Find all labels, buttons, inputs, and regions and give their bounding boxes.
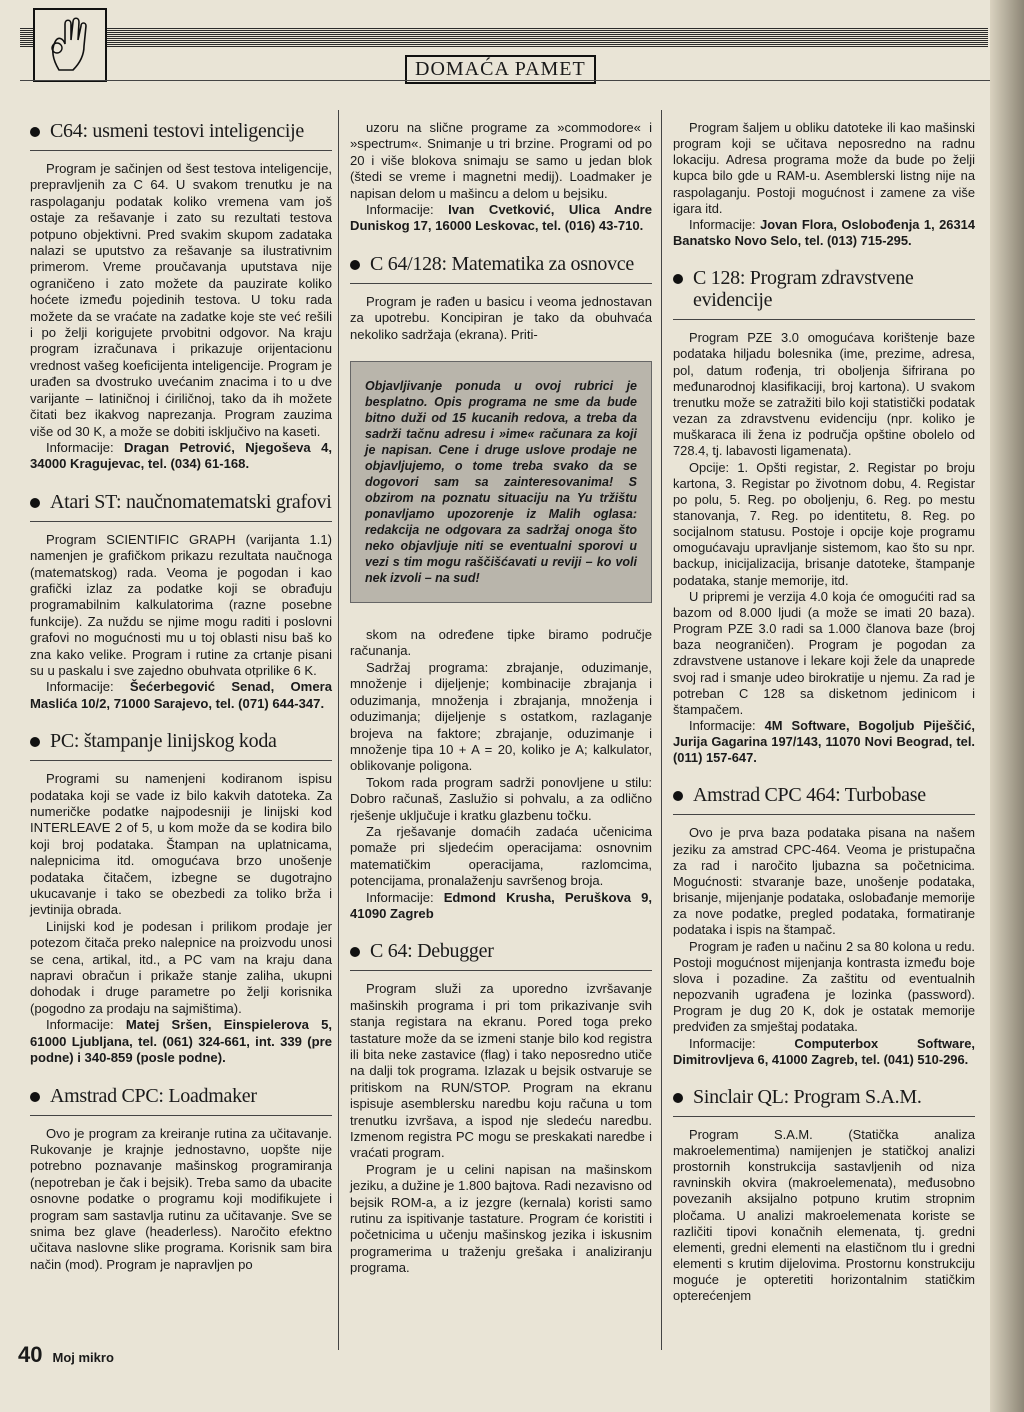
article-title: C 64/128: Matematika za osnovce xyxy=(350,253,652,284)
bullet-icon xyxy=(30,127,40,137)
article-paragraph: Tokom rada program sadrži ponovljene u stilu: Dobro računaš, Zaslužio si pohvalu, a za odlično rješenje uključuje i kratku glazbenu točku. xyxy=(350,774,652,823)
bullet-icon xyxy=(673,791,683,801)
article-paragraph: Program služi za uporedno izvršavanje mašinskih programa i pri tom prikazivanje svih stanja registara na ekranu. Pored toga preko tastature može da se izmeni stanje bilo kod registra ili bita neke zastavice (flag) i tako neposredno utiče na dalji tok programa. Izlazak u bejsik ostvaruje se pritiskom na RUN/STOP. Program na ekranu ispisuje asemblersku naredbu koju računa u tom trenutku izvršava, a ispod nje sledeću naredbu. Izmenom registra PC mogu se preskakati naredbe i vraćati program. xyxy=(350,981,652,1161)
section-label: DOMAĆA PAMET xyxy=(405,55,596,84)
article-paragraph: U pripremi je verzija 4.0 koja će omogućiti rad sa bazom od 8.000 ljudi (a može se imati 20 baza). Program PZE 3.0 radi sa 1.000 članova baze (broj baza neograničen). Program je pogodan za zdravstvene ustanove i lekare koji žele da unaprede svoj rad i smanje udeo birokratije u njemu. Za rad je potreban C 128 sa disketnom jedinicom i štampačem. xyxy=(673,588,975,717)
article-title: Atari ST: naučnomatematski grafovi xyxy=(30,491,332,522)
article-paragraph: Program šaljem u obliku datoteke ili kao mašinski program koji se učitava neposredno na radnu lokaciju. Adresa programa može da bude po želji kupca bilo gde u RAM-u. Asemblerski listng nije na raspolaganju. Postoji mogućnost i zamene za više igara itd. xyxy=(673,120,975,216)
article-paragraph: Program PZE 3.0 omogućava korištenje baze podataka hiljadu bolesnika (ime, prezime, adresa, pol, datum rođenja, tri oboljenja šifrirana po međunarodnoj klasifikaciji, broj kartona). U svakom trenutku može se zatražiti bilo koji statistički podatak vezan za zdravstvenu evidenciju (npr. koliko je muškaraca ili žena iz područja opštine obolelo od 728.4, tj. labavosti ligamenata). xyxy=(673,330,975,459)
article-title: Amstrad CPC: Loadmaker xyxy=(30,1085,332,1116)
column-1 xyxy=(30,120,332,1291)
editorial-notice: Objavljivanje ponuda u ovoj rubrici je besplatno. Opis programa ne sme da bude bitno duži od 15 kucanih redova, a treba da sadrži tačnu adresu i »ime« računara za koji je napisan. Cene i druge uslove prodaje ne objavljujemo, o tome treba svako da se dogovori sam sa zainteresovanima! S obzirom na poznatu situaciju na Yu tržištu ponavljamo upozorenje iz Malih oglasa: redakcija ne odgovara za sadržaj onoga što neko objavljuje niti se eventualni sporovi u vezi s tim mogu raščišćavati u reviji – ko voli nek izvoli – na sud! xyxy=(350,361,652,603)
bullet-icon xyxy=(30,498,40,508)
bullet-icon xyxy=(30,1092,40,1102)
article xyxy=(350,120,652,235)
article xyxy=(673,784,975,1067)
column-divider xyxy=(338,110,339,1350)
bullet-icon xyxy=(350,947,360,957)
article-paragraph: Ovo je prva baza podataka pisana na našem jezіku za amstrad CPC-464. Veoma je pristupačna za rad i naročito ljubazna sa početnicima. Mogućnosti: stvaranje baze, unošenje podataka, brisanje, mijenjanje podataka, oslobađanje memorije za nove podatke, pregled podataka, formatiranje podataka i ispis na štampač. xyxy=(673,825,975,938)
article-paragraph: Programi su namenjeni kodiranom ispisu podataka koji se vade iz bilo kakvih datoteka. Za numeričke podatke najpodesniji je linijski kod INTERLEAVE 2 of 5, u kom može da se kodira bilo koji broj podataka. Štampan na uplatnicama, nalepnicima itd. omogućava brzo unošenje podataka čitačem, izbegne se dugotrajno ukucavanje i tako se obezbedi za toliko brža i jevtinija obrada. xyxy=(30,771,332,918)
article-paragraph: skom na određene tipke biramo područje računanja. xyxy=(350,627,652,659)
article-paragraph: Program je rađen u načinu 2 sa 80 kolona u redu. Postoji mogućnost mijenjanja kontrasta između boje slova i pozadine. Za zaštitu od eventualnih nepozvanih ugrađena je lozinka (password). Program je dug 20 K, dok je ostatak memorije predviđen za smještaj podataka. xyxy=(673,938,975,1035)
article-paragraph: Program S.A.M. (Statička analiza makroelementima) namijenjen je statičkoj analizi prostornih konstrukcija sastavljenih od niza ravninskih okvira (makroelemenata), međusobno povezanih aksijalno potpuno krutim stropnim pločama. U analizi makroelemenata koriste se različiti tipovi konačnih elemenata, tj. gredni elementi, gredni elementi na elastičnom tlu i gredni elementi s krutim dijelovima. Prostornu konstrukciju moguće je opteretiti horizontalnim statičkim opterećenjem xyxy=(673,1126,975,1304)
bullet-icon xyxy=(673,1093,683,1103)
article-paragraph: Linijski kod je podesan i prilikom prodaje jer potezom čitača preko nalepnice na proizvodu unosi se cena, artikal, itd., a PC vam na kraju dana napravi obračun i prikaže stanje zaliha, ukupni dohodak i druge parametre po želji korisnika (pogodno za prodaju na sajmištima). xyxy=(30,918,332,1016)
column-divider xyxy=(661,110,662,1350)
article-title: C64: usmeni testovi inteligencije xyxy=(30,120,332,151)
article xyxy=(673,120,975,249)
article-paragraph: Program je rađen u basicu i veoma jednostavan za upotrebu. Koncipiran je tako da obuhvaća nekoliko sadržaja (ekrana). Priti- xyxy=(350,293,652,342)
article-title: C 64: Debugger xyxy=(350,940,652,971)
article xyxy=(30,120,332,473)
article-title: PC: štampanje linijskog koda xyxy=(30,730,332,761)
article-contact: Informacije: Šećerbegović Senad, Omera Maslića 10/2, 71000 Sarajevo, tel. (071) 644-347. xyxy=(30,679,332,711)
article-paragraph: uzoru na slične programe za »commodore« i »spectrum«. Snimanje u tri brzine. Programi od po 20 i više blokova snimaju se samo u jedan blok (štedi se vreme i magnetni medij). Loadmaker je napisan delom u mašincu a delom u bejsiku. xyxy=(350,120,652,201)
article xyxy=(350,627,652,922)
article-contact: Informacije: Edmond Krusha, Peruškova 9, 41090 Zagreb xyxy=(350,889,652,921)
column-3 xyxy=(673,120,975,1323)
article-contact: Informacije: Ivan Cvetković, Ulica Andre Duniskog 17, 16000 Leskovac, tel. (016) 43-710. xyxy=(350,202,652,234)
article xyxy=(673,1086,975,1305)
article xyxy=(30,730,332,1066)
article-contact: Informacije: Jovan Flora, Oslobođenja 1, 26314 Banatsko Novo Selo, tel. (013) 715-295. xyxy=(673,216,975,249)
article-contact: Informacije: 4M Software, Bogoljub Piješčić, Jurija Gagarina 197/143, 11070 Novi Beograd, tel. (011) 157-647. xyxy=(673,718,975,766)
article-paragraph: Za rješavanje domaćih zadaća učenicima pomaže pri sljedećim operacijama: osnovnim matematičkim operacijama, razlomcima, potencijama, pronalaženju savršenog broja. xyxy=(350,823,652,889)
article-paragraph: Sadržaj programa: zbrajanje, oduzimanje, množenje i dijeljenje; kombinacije zbrajanja i oduzimanja, množenja i zbrajanja, množenja i oduzimanja; dijeljenje s ostatkom, razlaganje brojeva na faktore; zbrajanje, oduzimanje i množenje tipa 10 + A = 20, koliko je A; kalkulator, oblikovanje poligona. xyxy=(350,659,652,774)
article-title: Sinclair QL: Program S.A.M. xyxy=(673,1086,975,1117)
article-contact: Informacije: Dragan Petrović, Njegoševa 4, 34000 Kragujevac, tel. (034) 61-168. xyxy=(30,439,332,472)
magazine-name: Moj mikro xyxy=(52,1350,114,1365)
article-title: C 128: Program zdravstvene evidencije xyxy=(673,267,975,320)
article-paragraph: Program je sačinjen od šest testova inteligencije, prepravljenih za C 64. U svakom trenutku je na raspolaganju podatak koliko vremena vam još ostaje za rešavanje i zato su rezultati testova potpuno objektivni. Pred svakim skupom zadataka nalazi se uputstvo za rešavanje sa ilustrativnim primerom. Vreme proučavanja uputstava nije ograničeno i zato možete da pauzirate koliko hoćete između pojedinih testova. U toku rada možete da se vraćate na zadatke koje ste već rešili i po želji korigujete prvobitni odgovor. Na kraju program izračunava i prikazuje orijentacionu vrednost vašeg koeficijenta inteligencije. Program je urađen sa dvostruko uvećanim znacima i to u dve varijante – latiničnoj i ćiriličnoj, tako da ih možete čitati bez ikakvog naprezanja. Program zauzima više od 30 K, a može se dobiti isključivo na kaseti. xyxy=(30,161,332,439)
article xyxy=(350,253,652,343)
article-paragraph: Ovo je program za kreiranje rutina za učitavanje. Rukovanje je krajnje jednostavno, uopšte nije potrebno poznavanje mašinskog programiranja (nepotreban je čak i bejsik). Treba samo da ubacite osnovne podatke o programu koji modifikujete i program sam sastavlja rutinu za učitavanje. Sve se snima bez glave (headerless). Naročito efektno učitava naslovne slike programa. Korisnik sam bira način (mod). Program je napravljen po xyxy=(30,1125,332,1272)
article xyxy=(30,491,332,712)
hand-logo-icon xyxy=(33,8,107,82)
article-title: Amstrad CPC 464: Turbobase xyxy=(673,784,975,815)
article-contact: Informacije: Computerbox Software, Dimitrovljeva 6, 41000 Zagreb, tel. (041) 510-296. xyxy=(673,1035,975,1067)
bullet-icon xyxy=(350,260,360,270)
bullet-icon xyxy=(30,737,40,747)
page-edge-shadow xyxy=(990,0,1024,1412)
article-paragraph: Program je u celini napisan na mašinskom jeziku, a dužine je 1.800 bajtova. Radi nezavisno od bejsik ROM-a, a iz jezgre (kernala) koristi samo rutinu za ispitivanje tastature. Program će koristiti i početnicima u učenju mašinskog jezika i iskusnim programerima u traženju grešaka i analiziranju programa. xyxy=(350,1161,652,1276)
article xyxy=(30,1085,332,1274)
article xyxy=(673,267,975,766)
page-footer xyxy=(18,1342,114,1368)
article-contact: Informacije: Matej Sršen, Einspielerova 5, 61000 Ljubljana, tel. (061) 324-661, int. 339 (pre podne) i 340-859 (posle podne). xyxy=(30,1017,333,1066)
page-number: 40 xyxy=(18,1342,43,1367)
article-paragraph: Program SCIENTIFIC GRAPH (varijanta 1.1) namenjen je grafičkom prikazu rezultata naučnoga (matematskog) rada. Veoma je pogodan i kao grafički izlaz za podatke koji se obrađuju programabilnim kalkulatorima (razne posebne funkcije). Za nuždu se njime mogu raditi i poslovni grafovi no mogućnosti mu u toj oblasti nisu baš ko zna kako velike. Program i rutine za crtanje pisani su u paskalu i sve zajedno obuhvata otprilike 6 K. xyxy=(30,531,332,678)
bullet-icon xyxy=(673,274,683,284)
article xyxy=(350,940,652,1276)
column-2 xyxy=(350,120,652,1295)
header-rule xyxy=(20,28,988,48)
article-paragraph: Opcije: 1. Opšti registar, 2. Registar po broju kartona, 3. Registar po životnom dobu, 4. Registar po polu, 5. Reg. po oboljenju, 6. Reg. po mestu stanovanja, 7. Reg. po identitetu, 8. Reg. po socijalnom statusu. Postoje i opcije koje programu omogućavaju upravljanje sistemom, kao što su npr. backup, inicijalizacija, brisanje datoteke, štampanje podataka, stanje memorije, itd. xyxy=(673,459,975,588)
